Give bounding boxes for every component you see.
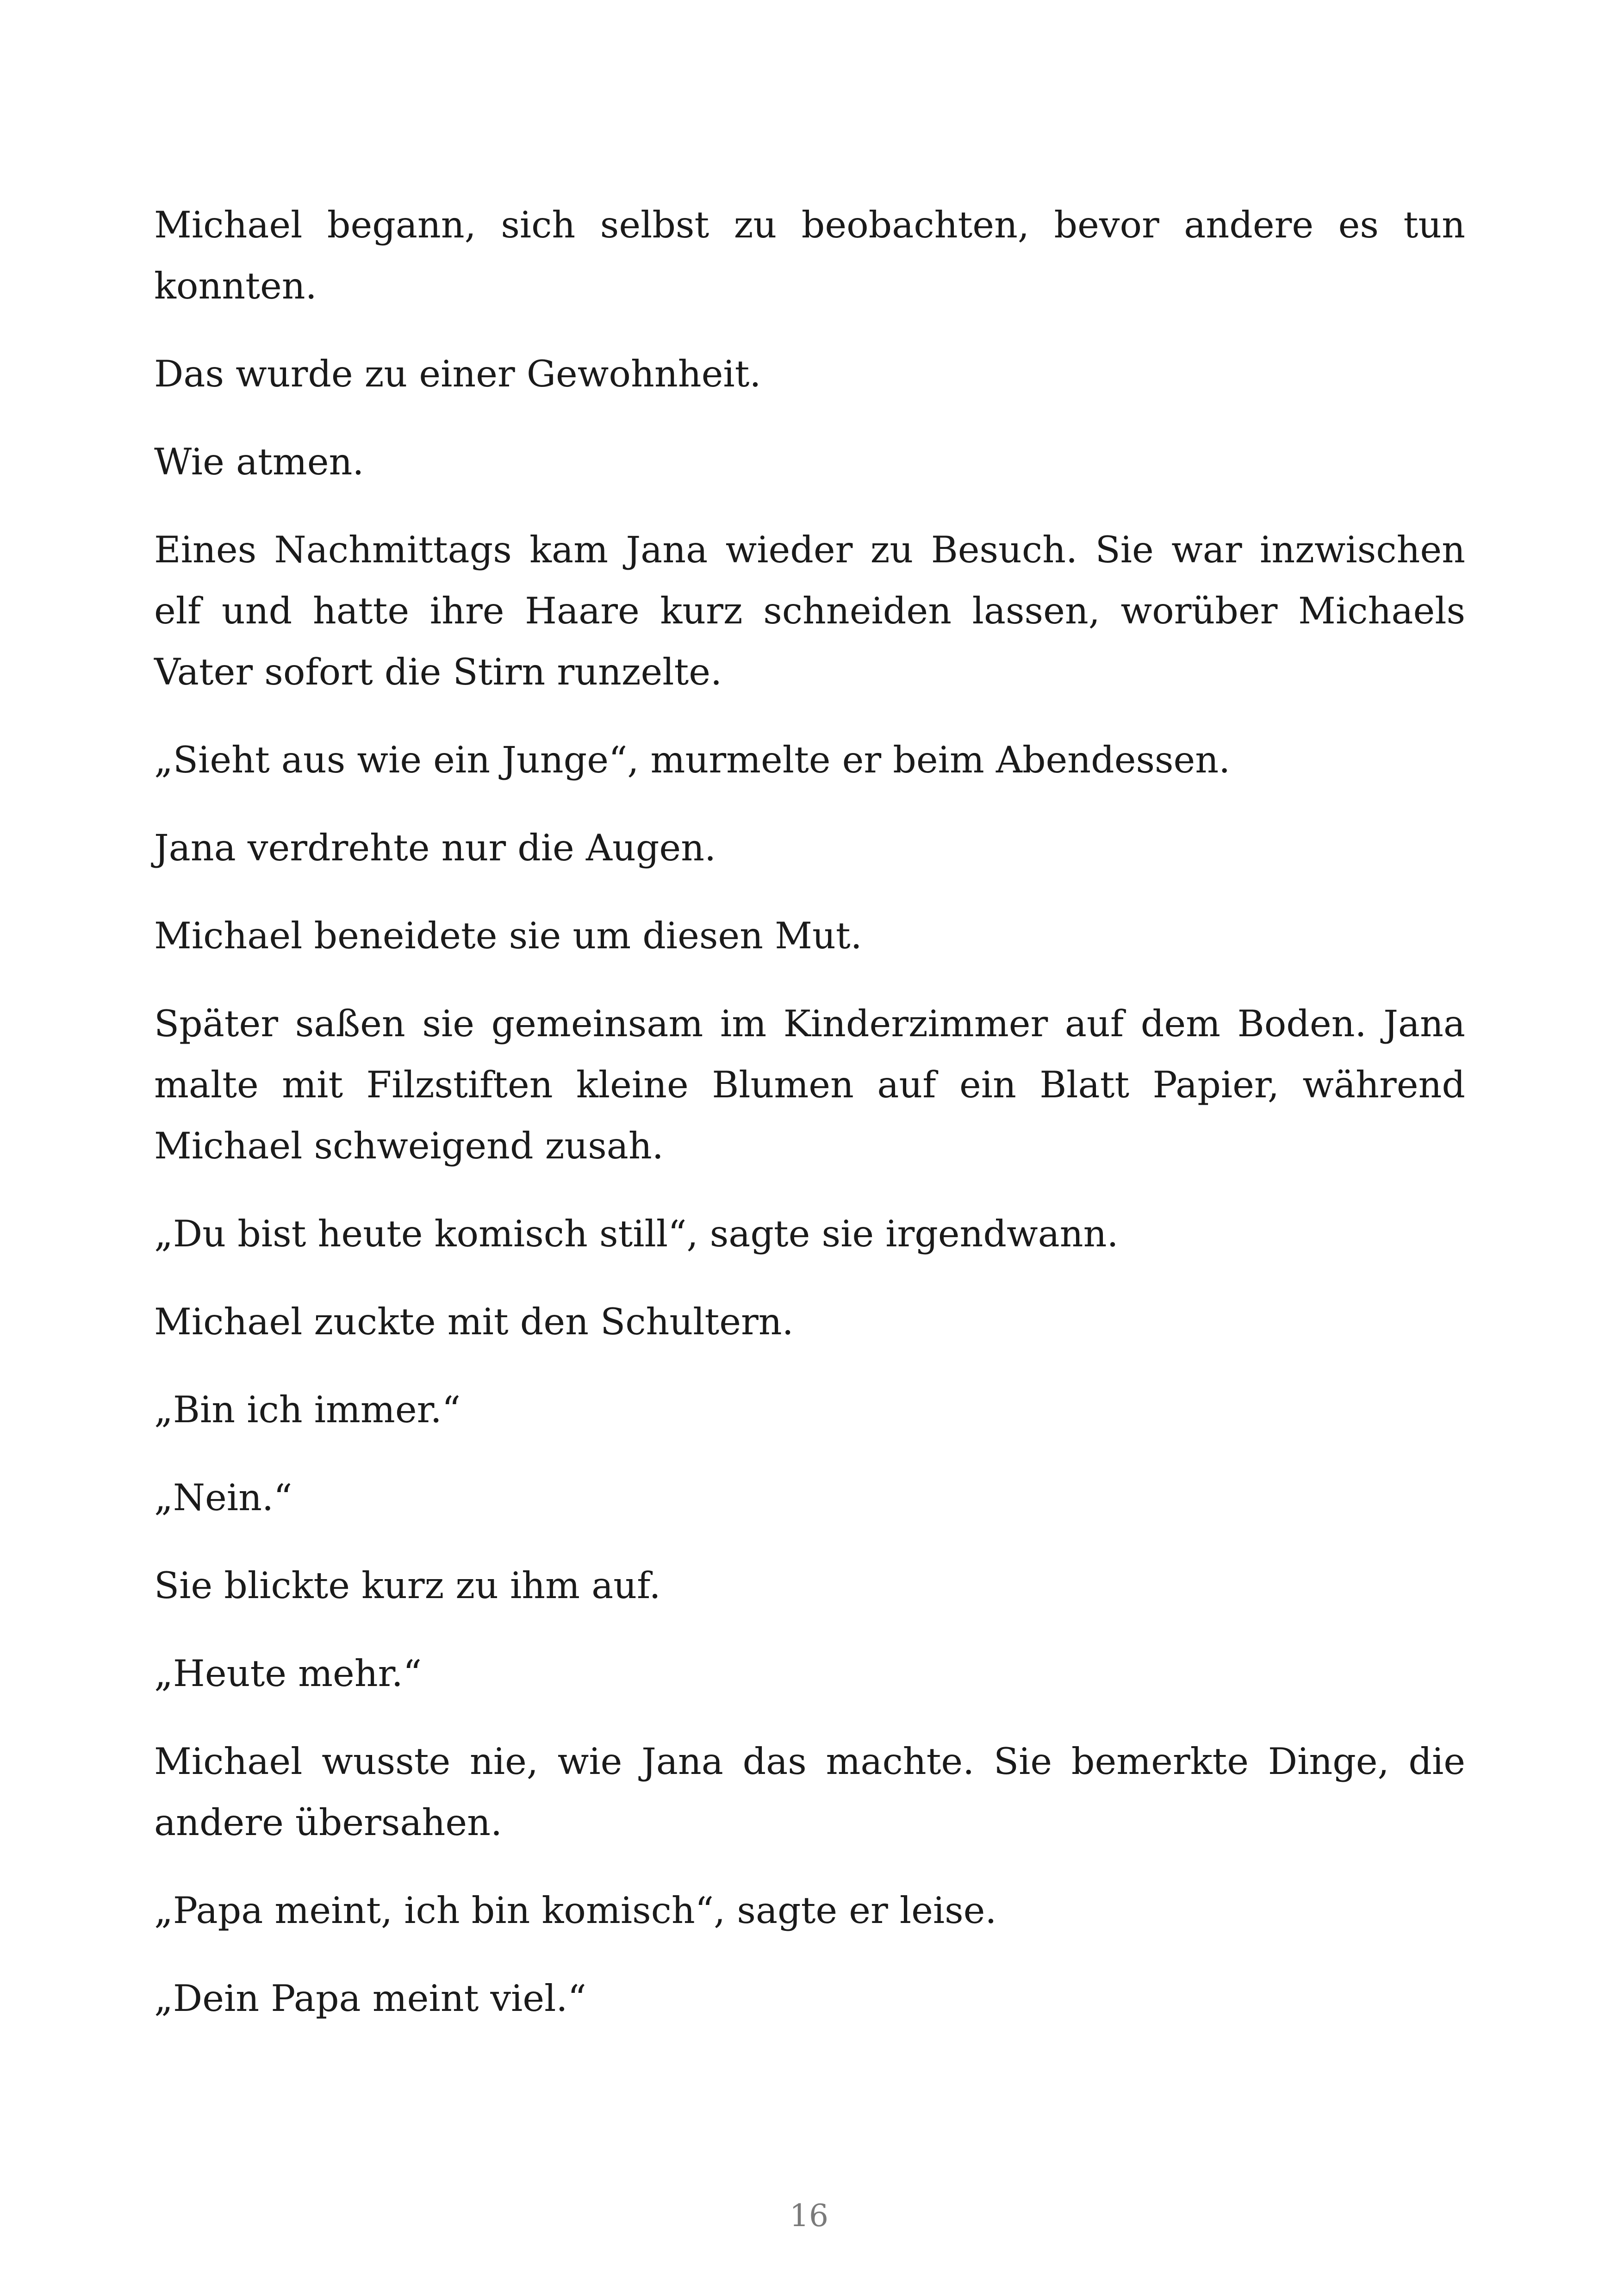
paragraph: „Sieht aus wie ein Junge“, murmelte er beim Abendessen. bbox=[154, 739, 1231, 781]
paragraph: Später saßen sie gemeinsam im Kinderzimmer auf dem Boden. Jana malte mit Filzstiften kleine Blumen auf ein Blatt Papier, während Michael schweigend zusah. bbox=[154, 1002, 1465, 1167]
paragraph: Michael zuckte mit den Schultern. bbox=[154, 1300, 794, 1343]
paragraph: „Heute mehr.“ bbox=[154, 1652, 422, 1695]
paragraph: „Du bist heute komisch still“, sagte sie irgendwann. bbox=[154, 1213, 1119, 1255]
paragraph: „Bin ich immer.“ bbox=[154, 1388, 461, 1431]
paragraph: Michael beneidete sie um diesen Mut. bbox=[154, 915, 862, 957]
paragraph: Das wurde zu einer Gewohnheit. bbox=[154, 353, 761, 395]
paragraph: Wie atmen. bbox=[154, 441, 364, 483]
paragraph: Eines Nachmittags kam Jana wieder zu Besuch. Sie war inzwischen elf und hatte ihre Haare kurz schneiden lassen, worüber Michaels Vater sofort die Stirn runzelte. bbox=[154, 529, 1465, 693]
paragraph: „Papa meint, ich bin komisch“, sagte er leise. bbox=[154, 1889, 997, 1932]
paragraph: Michael begann, sich selbst zu beobachten, bevor andere es tun konnten. bbox=[154, 204, 1465, 307]
paragraph: „Dein Papa meint viel.“ bbox=[154, 1977, 586, 2020]
page-number: 16 bbox=[790, 2198, 828, 2234]
paragraph: Jana verdrehte nur die Augen. bbox=[154, 827, 716, 869]
paragraph: „Nein.“ bbox=[154, 1476, 292, 1519]
paragraph: Sie blickte kurz zu ihm auf. bbox=[154, 1564, 661, 1607]
body-text bbox=[154, 194, 1465, 2056]
paragraph: Michael wusste nie, wie Jana das machte. Sie bemerkte Dinge, die andere übersahen. bbox=[154, 1740, 1465, 1844]
